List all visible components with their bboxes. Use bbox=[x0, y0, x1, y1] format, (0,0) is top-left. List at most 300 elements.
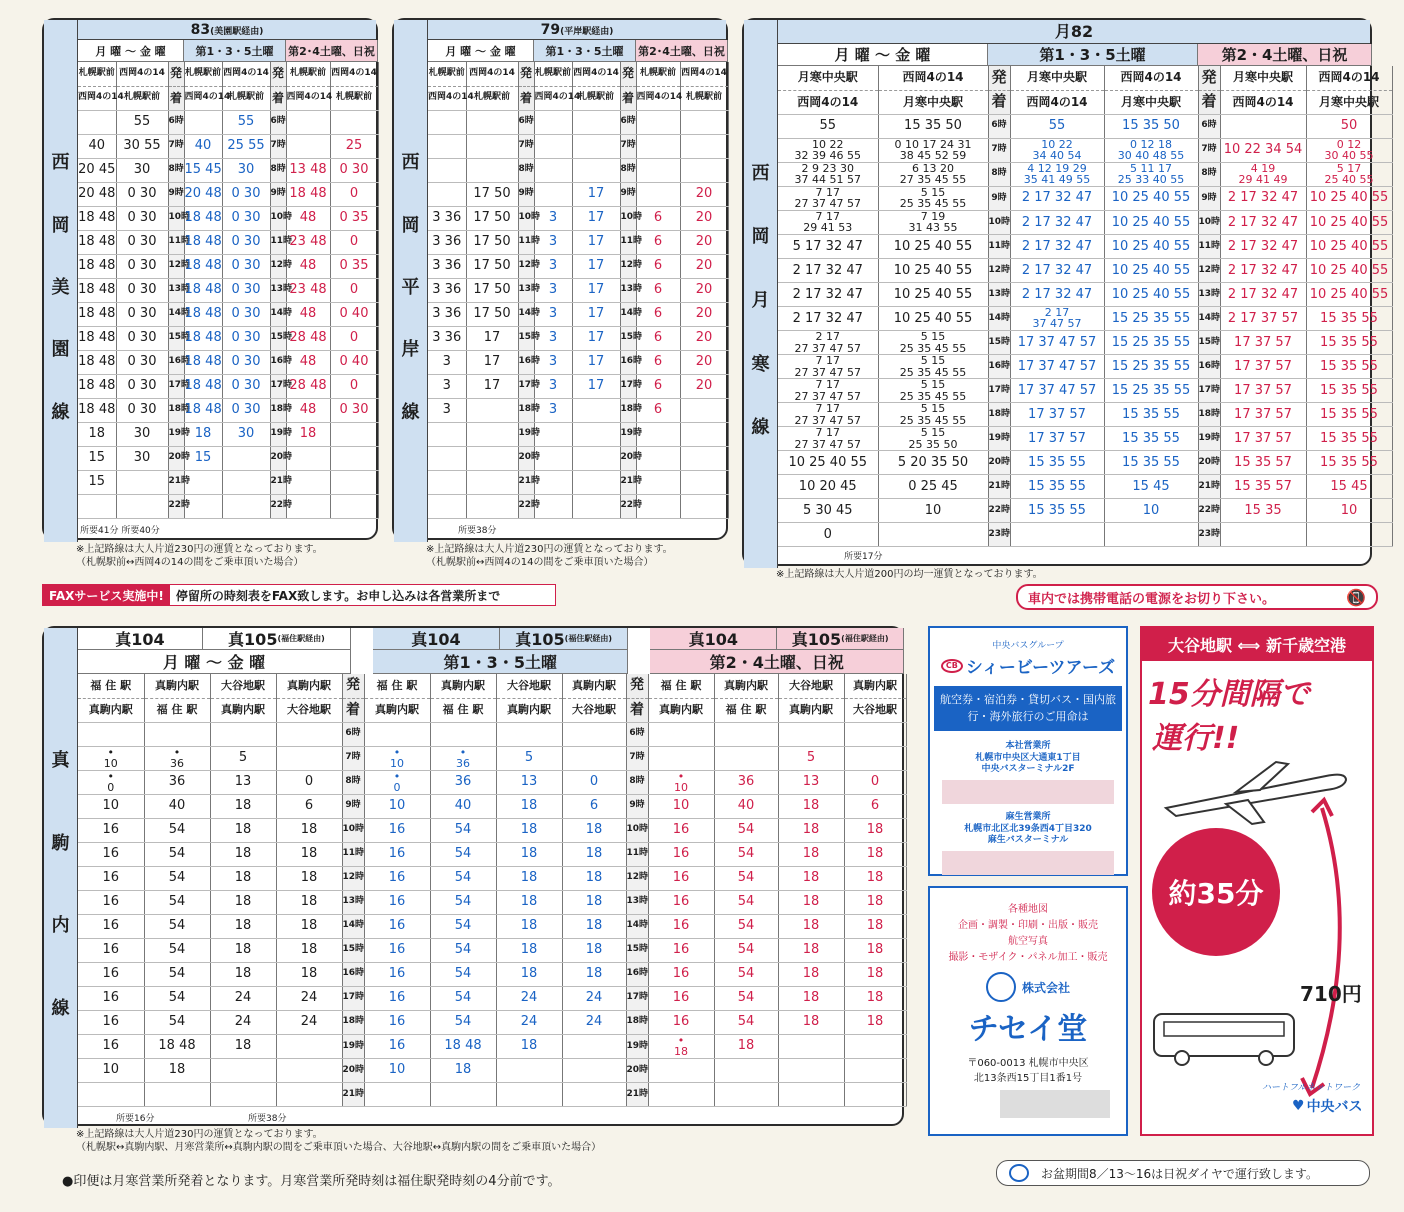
time-cell bbox=[680, 446, 728, 470]
time-cell: 18 bbox=[276, 866, 342, 890]
time-cell: 36 bbox=[714, 770, 778, 794]
hour-cell: 16時 bbox=[518, 350, 534, 374]
column-header: 月寒中央駅 bbox=[1220, 66, 1306, 90]
time-cell: 15 35 57 bbox=[1220, 475, 1306, 499]
route-char: 線 bbox=[401, 401, 420, 423]
route-82-title bbox=[778, 20, 1370, 44]
time-cell: 16 bbox=[648, 890, 714, 914]
column-header: 西岡4の14 bbox=[1010, 90, 1104, 114]
time-cell: 18 bbox=[496, 866, 562, 890]
heart-icon: ♥ bbox=[1292, 1098, 1305, 1114]
table-row bbox=[428, 254, 728, 278]
section-sat135: 第1・3・5土曜 bbox=[534, 40, 636, 62]
hour-cell: 10時 bbox=[518, 206, 534, 230]
time-cell: 17 50 bbox=[466, 182, 518, 206]
time-cell: 54 bbox=[430, 986, 496, 1010]
time-cell: 6 bbox=[636, 350, 680, 374]
time-cell: 2 17 32 47 bbox=[1220, 282, 1306, 306]
time-cell: 15 45 bbox=[184, 158, 222, 182]
hour-cell: 21時 bbox=[168, 470, 184, 494]
time-cell: 2 17 32 47 bbox=[778, 282, 878, 306]
hour-cell: 20時 bbox=[270, 446, 286, 470]
time-cell: 0 30 bbox=[222, 182, 270, 206]
hour-cell: 7時 bbox=[988, 138, 1010, 162]
time-cell: 24 bbox=[210, 1010, 276, 1034]
table-row bbox=[78, 986, 906, 1010]
hour-cell: 17時 bbox=[270, 374, 286, 398]
time-cell: 16 bbox=[364, 914, 430, 938]
mobile-phone-icon: 📵 bbox=[1346, 587, 1366, 607]
time-cell: 15 35 55 bbox=[1306, 330, 1392, 354]
table-row bbox=[78, 182, 378, 206]
hour-cell: 14時 bbox=[168, 302, 184, 326]
time-cell: 6 bbox=[276, 794, 342, 818]
time-cell: 10 22 34 54 bbox=[1220, 138, 1306, 162]
route-char: 線 bbox=[751, 417, 770, 439]
time-cell: 10 25 40 55 bbox=[1306, 186, 1392, 210]
time-cell bbox=[680, 470, 728, 494]
time-cell: 18 bbox=[78, 422, 116, 446]
time-cell: 2 17 32 47 bbox=[1220, 234, 1306, 258]
time-cell bbox=[562, 722, 626, 746]
time-cell: 54 bbox=[714, 866, 778, 890]
time-cell: 0 40 bbox=[330, 302, 378, 326]
table-row bbox=[778, 475, 1392, 499]
time-cell: 18 bbox=[144, 1058, 210, 1082]
time-cell: 3 36 bbox=[428, 206, 466, 230]
time-cell: 18 bbox=[276, 962, 342, 986]
time-cell: 0 30 bbox=[222, 278, 270, 302]
route-105-label: 真105 bbox=[791, 630, 842, 649]
route-105-sun bbox=[777, 628, 904, 650]
time-cell: 10 25 40 55 bbox=[1104, 234, 1198, 258]
column-header: 福 住 駅 bbox=[430, 698, 496, 722]
time-cell: 6 bbox=[636, 326, 680, 350]
time-cell: 20 48 bbox=[184, 182, 222, 206]
time-cell: 0 30 bbox=[116, 350, 168, 374]
column-header: 札幌駅前 bbox=[428, 62, 466, 86]
hour-cell: 8時 bbox=[626, 770, 648, 794]
time-cell: 6 bbox=[636, 230, 680, 254]
time-cell: 17 bbox=[572, 206, 620, 230]
time-cell: 0 30 bbox=[222, 254, 270, 278]
section-sat135: 第1・3・5土曜 bbox=[184, 40, 286, 62]
table-row bbox=[78, 326, 378, 350]
time-cell: 30 55 bbox=[116, 134, 168, 158]
time-cell: 0 30 bbox=[116, 326, 168, 350]
time-cell bbox=[680, 110, 728, 134]
time-cell bbox=[496, 1082, 562, 1106]
hour-cell: 10時 bbox=[626, 818, 648, 842]
table-row bbox=[78, 1010, 906, 1034]
time-cell: 16 bbox=[78, 938, 144, 962]
column-header: 真駒内駅 bbox=[78, 698, 144, 722]
time-cell: 18 48 bbox=[184, 398, 222, 422]
column-header: 真駒内駅 bbox=[648, 698, 714, 722]
column-header: 西岡4の14 bbox=[878, 66, 988, 90]
time-cell: 3 bbox=[534, 398, 572, 422]
column-header: 札幌駅前 bbox=[572, 86, 620, 110]
column-header: 着 bbox=[518, 86, 534, 110]
hour-cell: 16時 bbox=[270, 350, 286, 374]
table-row bbox=[778, 330, 1392, 354]
table-row bbox=[778, 138, 1392, 162]
column-header: 真駒内駅 bbox=[210, 698, 276, 722]
route-105-sat bbox=[500, 628, 629, 650]
column-header: 発 bbox=[518, 62, 534, 86]
time-cell: 17 bbox=[572, 182, 620, 206]
table-row bbox=[778, 162, 1392, 186]
time-cell bbox=[286, 446, 330, 470]
time-cell: 18 bbox=[562, 962, 626, 986]
column-header: 札幌駅前 bbox=[534, 62, 572, 86]
time-cell bbox=[144, 1082, 210, 1106]
time-cell bbox=[330, 422, 378, 446]
column-header: 発 bbox=[1198, 66, 1220, 90]
airport-bus-ad bbox=[1140, 626, 1374, 1136]
hour-cell: 16時 bbox=[988, 355, 1010, 379]
time-cell: 18 48 bbox=[78, 398, 116, 422]
fare-note-makomanai bbox=[76, 1128, 601, 1154]
route-char: 西 bbox=[751, 162, 770, 184]
time-cell bbox=[428, 158, 466, 182]
time-cell: 5 17 32 47 bbox=[778, 234, 878, 258]
hour-cell: 17時 bbox=[168, 374, 184, 398]
time-cell bbox=[222, 446, 270, 470]
hour-cell: 20時 bbox=[620, 446, 636, 470]
route-82-timetable bbox=[742, 18, 1389, 566]
time-cell: 15 35 50 bbox=[878, 114, 988, 138]
airport-run: 運行!! bbox=[1152, 721, 1240, 756]
time-cell: 18 48 bbox=[144, 1034, 210, 1058]
time-cell: 54 bbox=[430, 938, 496, 962]
time-cell: 2 17 27 37 47 57 bbox=[778, 330, 878, 354]
time-cell: 10 25 40 55 bbox=[1306, 282, 1392, 306]
time-cell: 54 bbox=[144, 818, 210, 842]
time-cell: 25 55 bbox=[222, 134, 270, 158]
time-cell: 18 48 bbox=[78, 206, 116, 230]
hour-cell: 20時 bbox=[168, 446, 184, 470]
hour-cell: 6時 bbox=[518, 110, 534, 134]
route-char: 岡 bbox=[751, 226, 770, 248]
time-cell: 18 bbox=[210, 938, 276, 962]
time-cell: 54 bbox=[714, 986, 778, 1010]
time-cell: 18 bbox=[562, 890, 626, 914]
route-82-name bbox=[744, 20, 778, 568]
time-cell: 40 bbox=[78, 134, 116, 158]
time-cell: 50 bbox=[1306, 114, 1392, 138]
chiseido-ad bbox=[928, 886, 1128, 1136]
time-cell: 18 bbox=[844, 842, 906, 866]
fare-note-83 bbox=[76, 543, 323, 569]
time-cell: 6 13 20 27 35 45 55 bbox=[878, 162, 988, 186]
time-cell bbox=[210, 1058, 276, 1082]
time-cell: 0 30 bbox=[222, 326, 270, 350]
time-cell: 18 48 bbox=[78, 254, 116, 278]
section-headers bbox=[778, 44, 1372, 66]
time-cell: 20 48 bbox=[78, 182, 116, 206]
time-cell: 18 bbox=[210, 962, 276, 986]
time-cell bbox=[286, 494, 330, 518]
time-cell bbox=[78, 722, 144, 746]
route-79-title bbox=[428, 20, 726, 40]
time-cell: 5 15 25 35 45 55 bbox=[878, 355, 988, 379]
route-83-timetable bbox=[42, 18, 378, 540]
hour-cell: 23時 bbox=[1198, 523, 1220, 547]
time-cell bbox=[78, 110, 116, 134]
hour-cell: 11時 bbox=[342, 842, 364, 866]
time-cell: 10 22 32 39 46 55 bbox=[778, 138, 878, 162]
column-header: 西岡4の14 bbox=[222, 62, 270, 86]
time-cell: 55 bbox=[1010, 114, 1104, 138]
time-cell: 20 bbox=[680, 302, 728, 326]
table-row bbox=[778, 114, 1392, 138]
time-cell: 18 bbox=[844, 962, 906, 986]
hour-cell: 22時 bbox=[168, 494, 184, 518]
table-row bbox=[428, 302, 728, 326]
time-cell bbox=[1010, 523, 1104, 547]
time-cell: 3 bbox=[534, 326, 572, 350]
hour-cell: 21時 bbox=[342, 1082, 364, 1106]
time-cell: 17 37 57 bbox=[1010, 427, 1104, 451]
time-cell: 2 17 32 47 bbox=[778, 306, 878, 330]
time-cell: 24 bbox=[276, 1010, 342, 1034]
time-cell: 54 bbox=[430, 818, 496, 842]
service-3: 航空写真 bbox=[1008, 936, 1048, 947]
chiseido-zip: 〒060-0013 札幌市中央区 bbox=[967, 1058, 1089, 1069]
time-cell: 13 bbox=[210, 770, 276, 794]
hour-cell: 15時 bbox=[168, 326, 184, 350]
time-cell: 0 12 30 40 55 bbox=[1306, 138, 1392, 162]
time-cell: 18 bbox=[778, 986, 844, 1010]
time-cell: 30 bbox=[116, 422, 168, 446]
time-cell: 0 bbox=[330, 374, 378, 398]
time-cell bbox=[844, 1058, 906, 1082]
time-cell: 54 bbox=[430, 1010, 496, 1034]
time-cell: 18 bbox=[276, 818, 342, 842]
route-char: 駒 bbox=[51, 832, 70, 854]
time-cell: 7 19 31 43 55 bbox=[878, 210, 988, 234]
phone-notice bbox=[1016, 584, 1378, 610]
time-cell: 0 bbox=[844, 770, 906, 794]
time-cell bbox=[466, 158, 518, 182]
fare-text: ※上記路線は大人片道230円の運賃となっております。 bbox=[426, 544, 673, 555]
table-row bbox=[78, 302, 378, 326]
time-cell: 18 bbox=[496, 890, 562, 914]
time-cell bbox=[636, 158, 680, 182]
column-header: 札幌駅前 bbox=[466, 86, 518, 110]
time-cell: 15 25 35 55 bbox=[1104, 330, 1198, 354]
time-cell: 0 30 bbox=[222, 230, 270, 254]
time-cell: 10 bbox=[364, 794, 430, 818]
time-cell: 17 37 47 57 bbox=[1010, 379, 1104, 403]
time-cell: 30 bbox=[116, 158, 168, 182]
time-cell: 2 17 32 47 bbox=[1010, 186, 1104, 210]
table-row bbox=[78, 374, 378, 398]
time-cell: 54 bbox=[430, 866, 496, 890]
time-cell: 0 bbox=[330, 278, 378, 302]
time-cell bbox=[330, 470, 378, 494]
time-cell: 7 17 29 41 53 bbox=[778, 210, 878, 234]
table-row bbox=[428, 446, 728, 470]
time-cell: 28 48 bbox=[286, 374, 330, 398]
route-83-grid bbox=[78, 62, 379, 519]
table-row bbox=[778, 451, 1392, 475]
time-cell: 5 15 25 35 45 55 bbox=[878, 379, 988, 403]
hour-cell: 12時 bbox=[342, 866, 364, 890]
time-cell: 15 35 50 bbox=[1104, 114, 1198, 138]
hour-cell: 18時 bbox=[620, 398, 636, 422]
time-cell: 28 48 bbox=[286, 326, 330, 350]
route-number: 月82 bbox=[1054, 22, 1094, 41]
time-cell: 54 bbox=[430, 962, 496, 986]
time-cell bbox=[466, 422, 518, 446]
fax-tag: FAXサービス実施中! bbox=[43, 585, 170, 605]
time-cell bbox=[78, 1082, 144, 1106]
time-cell: 18 bbox=[778, 818, 844, 842]
time-cell bbox=[648, 1082, 714, 1106]
redacted-phone bbox=[942, 780, 1114, 804]
time-cell: 10 25 40 55 bbox=[878, 234, 988, 258]
time-cell bbox=[534, 182, 572, 206]
time-cell bbox=[562, 1034, 626, 1058]
time-cell: 10 25 40 55 bbox=[1306, 210, 1392, 234]
hour-cell: 8時 bbox=[620, 158, 636, 182]
time-cell: 55 bbox=[778, 114, 878, 138]
time-cell: 2 17 32 47 bbox=[1220, 210, 1306, 234]
time-cell: 18 bbox=[276, 938, 342, 962]
time-cell: 0 30 bbox=[116, 278, 168, 302]
hour-cell: 22時 bbox=[988, 499, 1010, 523]
time-cell bbox=[648, 722, 714, 746]
hour-cell: 6時 bbox=[988, 114, 1010, 138]
time-cell: 16 bbox=[78, 890, 144, 914]
time-cell: 18 bbox=[844, 818, 906, 842]
hour-cell: 10時 bbox=[1198, 210, 1220, 234]
time-cell: 10 25 40 55 bbox=[1104, 210, 1198, 234]
hour-cell: 11時 bbox=[270, 230, 286, 254]
column-header: 真駒内駅 bbox=[844, 674, 906, 698]
route-83-name bbox=[44, 20, 78, 542]
time-cell bbox=[116, 494, 168, 518]
time-cell bbox=[680, 494, 728, 518]
time-cell bbox=[572, 134, 620, 158]
time-cell: 15 35 55 bbox=[1306, 403, 1392, 427]
time-cell: 48 bbox=[286, 350, 330, 374]
time-cell: 10 bbox=[1104, 499, 1198, 523]
time-cell: 24 bbox=[562, 1010, 626, 1034]
time-cell: 17 37 57 bbox=[1220, 403, 1306, 427]
time-cell bbox=[276, 1082, 342, 1106]
hour-cell: 21時 bbox=[518, 470, 534, 494]
section-headers bbox=[78, 40, 378, 62]
time-cell: 18 bbox=[210, 890, 276, 914]
time-cell bbox=[572, 446, 620, 470]
route-via: (美園駅経由) bbox=[210, 27, 264, 37]
hour-cell: 13時 bbox=[988, 282, 1010, 306]
time-cell bbox=[144, 722, 210, 746]
time-cell: 16 bbox=[78, 962, 144, 986]
route-char: 岡 bbox=[51, 214, 70, 236]
time-cell bbox=[636, 110, 680, 134]
fare-text: ※上記路線は大人片道200円の均一運賃となっております。 bbox=[776, 569, 1043, 580]
column-header: 大谷地駅 bbox=[778, 674, 844, 698]
route-char: 真 bbox=[51, 750, 70, 772]
time-cell bbox=[844, 722, 906, 746]
table-row bbox=[78, 350, 378, 374]
airport-interval: 15分間隔で bbox=[1148, 677, 1310, 712]
hour-cell: 18時 bbox=[1198, 403, 1220, 427]
time-cell: 15 35 55 bbox=[1306, 427, 1392, 451]
time-cell: 10 22 34 40 54 bbox=[1010, 138, 1104, 162]
time-cell: 18 bbox=[496, 818, 562, 842]
hour-cell: 10時 bbox=[270, 206, 286, 230]
column-header: 着 bbox=[620, 86, 636, 110]
hour-cell: 6時 bbox=[626, 722, 648, 746]
hour-cell: 19時 bbox=[620, 422, 636, 446]
hour-cell: 16時 bbox=[342, 962, 364, 986]
time-cell: 5 bbox=[496, 746, 562, 770]
table-row bbox=[78, 1034, 906, 1058]
table-row bbox=[78, 1082, 906, 1106]
time-cell bbox=[648, 1058, 714, 1082]
route-82-grid bbox=[778, 66, 1393, 547]
hour-cell: 17時 bbox=[988, 379, 1010, 403]
time-cell: 16 bbox=[364, 986, 430, 1010]
time-cell: 18 bbox=[562, 914, 626, 938]
time-cell: 17 37 57 bbox=[1010, 403, 1104, 427]
hour-cell: 20時 bbox=[988, 451, 1010, 475]
time-cell: 2 9 23 30 37 44 51 57 bbox=[778, 162, 878, 186]
column-header: 真駒内駅 bbox=[276, 674, 342, 698]
travel-time bbox=[248, 1114, 286, 1126]
time-cell: 15 bbox=[78, 446, 116, 470]
time-cell: 18 bbox=[562, 938, 626, 962]
column-header: 西岡4の14 bbox=[680, 62, 728, 86]
time-cell: 6 bbox=[636, 278, 680, 302]
time-cell bbox=[844, 746, 906, 770]
time-cell bbox=[714, 1082, 778, 1106]
table-row bbox=[78, 746, 906, 770]
time-cell: 18 bbox=[286, 422, 330, 446]
hour-cell: 9時 bbox=[626, 794, 648, 818]
hour-cell: 16時 bbox=[168, 350, 184, 374]
hour-cell: 10時 bbox=[342, 818, 364, 842]
column-header: 札幌駅前 bbox=[78, 62, 116, 86]
column-header: 真駒内駅 bbox=[430, 674, 496, 698]
column-header: 大谷地駅 bbox=[276, 698, 342, 722]
time-cell bbox=[1306, 523, 1392, 547]
time-cell: 17 37 57 bbox=[1220, 427, 1306, 451]
table-row bbox=[78, 206, 378, 230]
hour-cell: 13時 bbox=[342, 890, 364, 914]
time-cell: 16 bbox=[78, 1010, 144, 1034]
time-cell: 18 48 bbox=[286, 182, 330, 206]
hour-cell: 15時 bbox=[1198, 330, 1220, 354]
cbt-tours-ad bbox=[928, 626, 1128, 876]
time-cell: 54 bbox=[144, 890, 210, 914]
section-sunday: 第2・4土曜、日祝 bbox=[650, 650, 904, 674]
time-cell: 10 bbox=[878, 499, 988, 523]
time-cell bbox=[210, 722, 276, 746]
column-header: 大谷地駅 bbox=[844, 698, 906, 722]
time-cell: 16 bbox=[364, 890, 430, 914]
time-cell bbox=[636, 470, 680, 494]
section-headers bbox=[428, 40, 728, 62]
time-cell: 16 bbox=[364, 866, 430, 890]
bus-icon bbox=[1150, 1008, 1300, 1068]
time-cell bbox=[680, 134, 728, 158]
